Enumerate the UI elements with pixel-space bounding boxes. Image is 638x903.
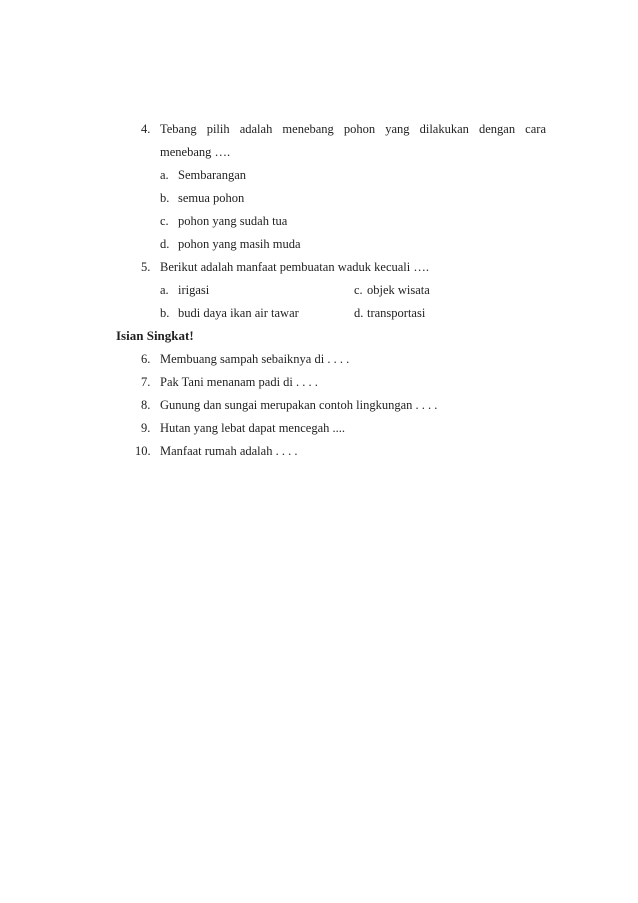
question-4-option-b: semua pohon [178, 191, 245, 205]
question-4-text-line-1: Tebang pilih adalah menebang pohon yang dilakukan dengan cara [160, 122, 546, 136]
short-answer-9-text: Hutan yang lebat dapat mencegah .... [160, 421, 345, 435]
short-answer-9-number: 9. [141, 421, 151, 435]
question-4-option-a: Sembarangan [178, 168, 247, 182]
question-5-option-c-letter: c. [354, 283, 363, 297]
question-5-option-a: irigasi [178, 283, 210, 297]
question-4-option-d-letter: d. [160, 237, 170, 251]
question-4-option-d: pohon yang masih muda [178, 237, 301, 251]
short-answer-10-text: Manfaat rumah adalah . . . . [160, 444, 298, 458]
short-answer-6-text: Membuang sampah sebaiknya di . . . . [160, 352, 350, 366]
question-5-option-d-letter: d. [354, 306, 364, 320]
short-answer-6-number: 6. [141, 352, 151, 366]
question-4-number: 4. [141, 122, 151, 136]
question-5-option-b: budi daya ikan air tawar [178, 306, 299, 320]
question-4-option-c-letter: c. [160, 214, 169, 228]
question-5-option-b-letter: b. [160, 306, 170, 320]
short-answer-7-text: Pak Tani menanam padi di . . . . [160, 375, 318, 389]
question-5-option-c: objek wisata [367, 283, 430, 297]
short-answer-8-number: 8. [141, 398, 151, 412]
question-4-option-b-letter: b. [160, 191, 170, 205]
question-5-option-a-letter: a. [160, 283, 169, 297]
question-4-option-c: pohon yang sudah tua [178, 214, 288, 228]
short-answer-7-number: 7. [141, 375, 151, 389]
question-5-option-d: transportasi [367, 306, 426, 320]
question-5-number: 5. [141, 260, 151, 274]
question-5-text: Berikut adalah manfaat pembuatan waduk kecuali …. [160, 260, 429, 274]
question-4-option-a-letter: a. [160, 168, 169, 182]
section-heading: Isian Singkat! [116, 328, 194, 343]
question-4-text-line-2: menebang …. [160, 145, 231, 159]
short-answer-10-number: 10. [135, 444, 151, 458]
short-answer-8-text: Gunung dan sungai merupakan contoh lingkungan . . . . [160, 398, 438, 412]
